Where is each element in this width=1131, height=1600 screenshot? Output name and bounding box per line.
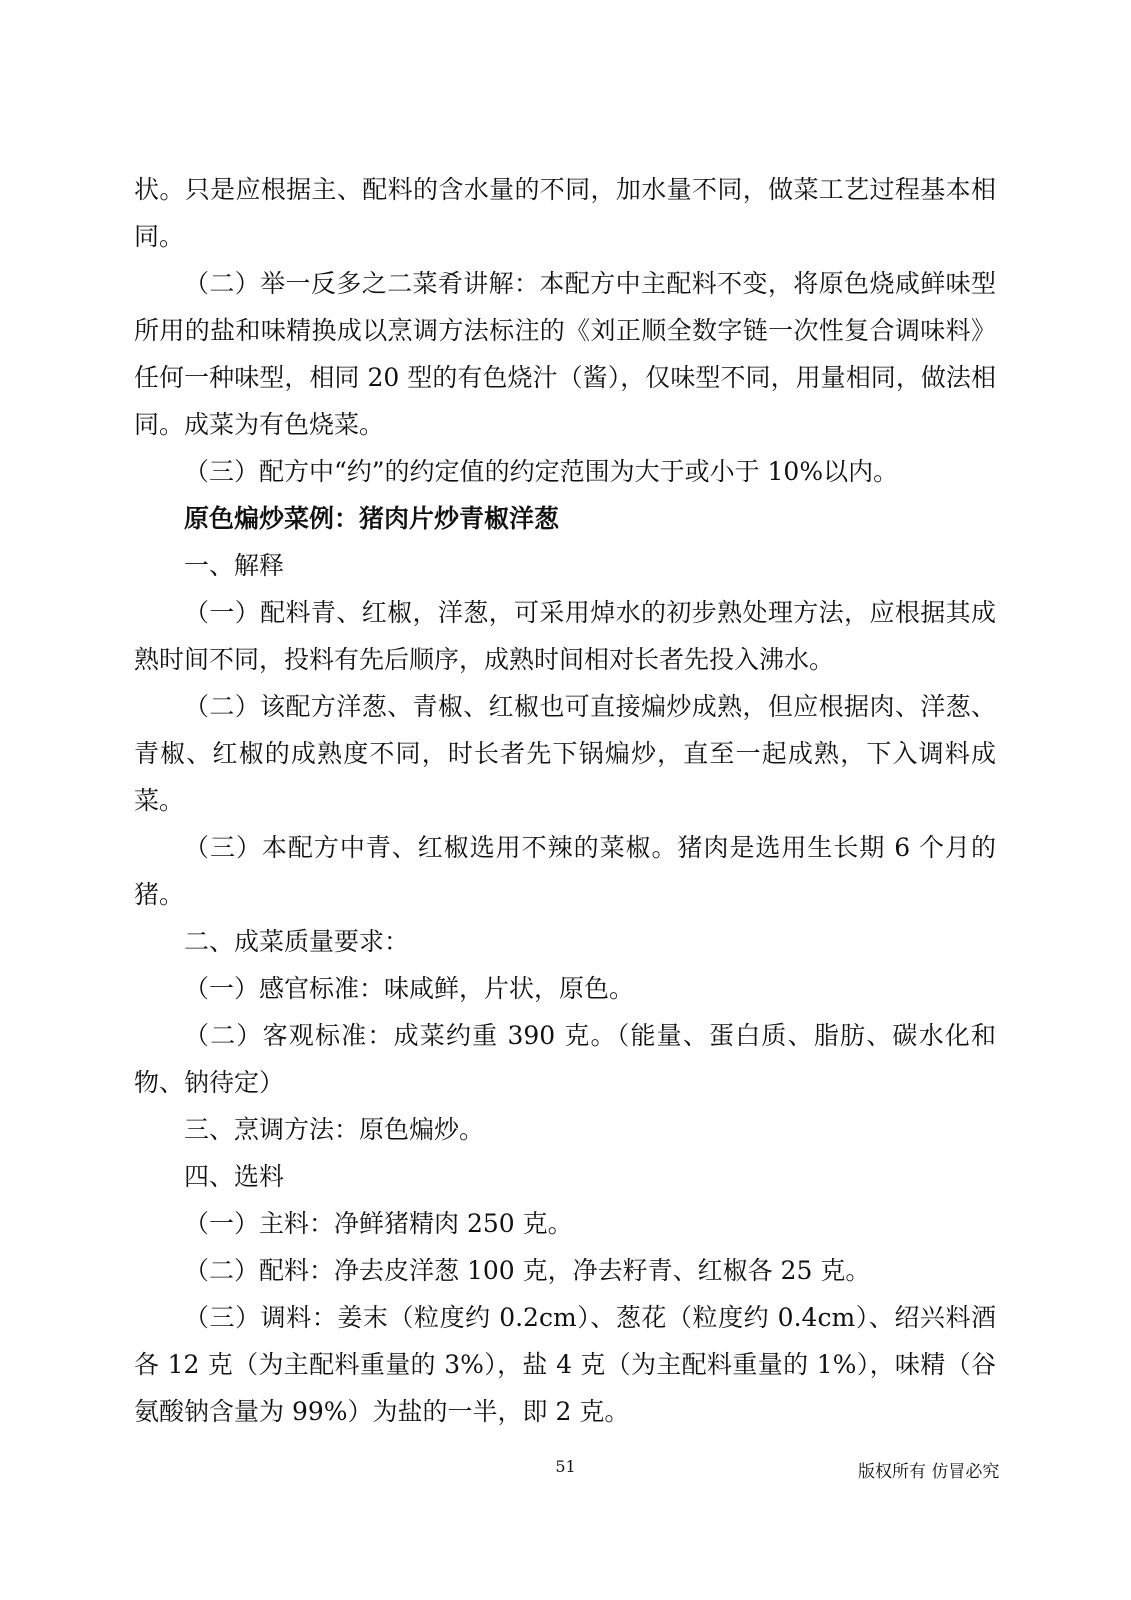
paragraph-side-ingredient: （二）配料：净去皮洋葱 100 克，净去籽青、红椒各 25 克。 — [184, 1256, 871, 1285]
paragraph-explanation-2: （二）该配方洋葱、青椒、红椒也可直接煸炒成熟，但应根据肉、洋葱、青椒、红椒的成熟度不同，时长者先下锅煸炒，直至一起成熟，下入调料成菜。 — [134, 692, 996, 815]
document-body — [134, 166, 996, 1435]
copyright-notice: 版权所有 仿冒必究 — [858, 1462, 1000, 1482]
paragraph-quality-1: （一）感官标准：味咸鲜，片状，原色。 — [184, 974, 635, 1003]
paragraph-main-ingredient: （一）主料：净鲜猪精肉 250 克。 — [184, 1209, 573, 1238]
page-number: 51 — [555, 1457, 576, 1476]
paragraph-approx-range: （三）配方中“约”的约定值的约定范围为大于或小于 10%以内。 — [184, 457, 899, 486]
paragraph-explanation-title: 一、解释 — [184, 551, 285, 580]
paragraph-explanation-1: （一）配料青、红椒，洋葱，可采用焯水的初步熟处理方法，应根据其成熟时间不同，投料有先后顺序，成熟时间相对长者先投入沸水。 — [134, 598, 996, 674]
section-heading: 原色煸炒菜例：猪肉片炒青椒洋葱 — [184, 504, 560, 533]
paragraph-continuation: 状。只是应根据主、配料的含水量的不同，加水量不同，做菜工艺过程基本相同。 — [134, 175, 996, 251]
paragraph-ingredients-title: 四、选料 — [184, 1162, 285, 1191]
paragraph-cooking-method: 三、烹调方法：原色煸炒。 — [184, 1115, 485, 1144]
paragraph-explanation-3: （三）本配方中青、红椒选用不辣的菜椒。猪肉是选用生长期 6 个月的猪。 — [134, 833, 996, 909]
paragraph-quality-title: 二、成菜质量要求： — [184, 927, 410, 956]
paragraph-quality-2: （二）客观标准：成菜约重 390 克。（能量、蛋白质、脂肪、碳水化和物、钠待定） — [134, 1021, 996, 1097]
paragraph-seasoning: （三）调料：姜末（粒度约 0.2cm）、葱花（粒度约 0.4cm）、绍兴料酒各 12 克（为主配料重量的 3%），盐 4 克（为主配料重量的 1%），味精（谷氨酸钠含量为 99%）为盐的一半，即 2 克。 — [134, 1303, 996, 1426]
paragraph-example-two: （二）举一反多之二菜肴讲解：本配方中主配料不变，将原色烧咸鲜味型所用的盐和味精换成以烹调方法标注的《刘正顺全数字链一次性复合调味料》任何一种味型，相同 20 型的有色烧汁（酱），仅味型不同，用量相同，做法相同。成菜为有色烧菜。 — [134, 269, 996, 439]
